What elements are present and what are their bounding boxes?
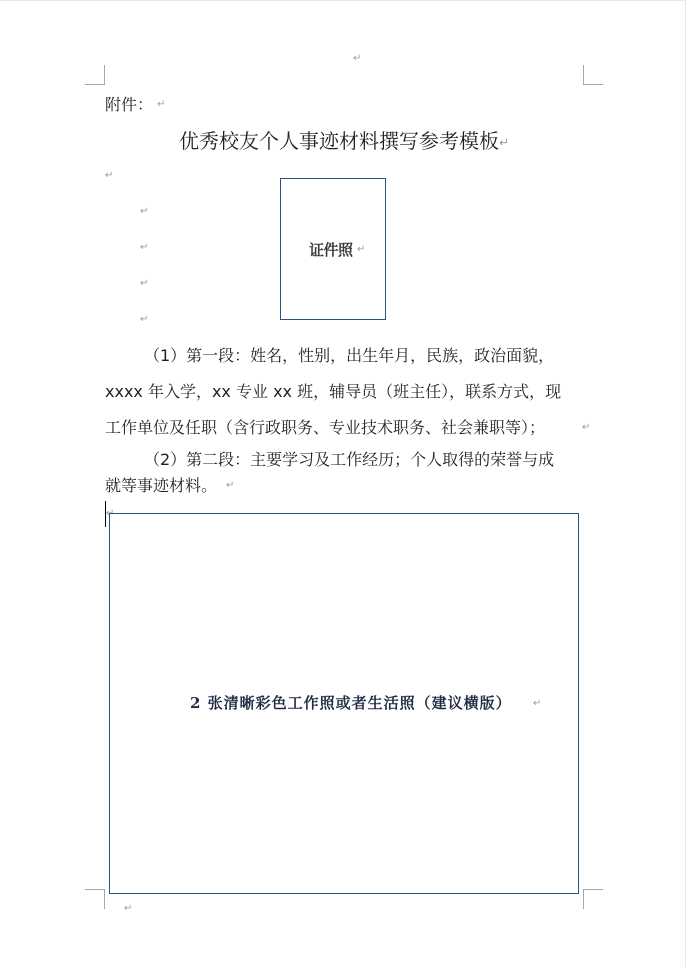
attachment-label[interactable]: 附件： <box>105 95 154 114</box>
header-paragraph-mark: ↵ <box>353 53 362 64</box>
paragraph-mark: ↵ <box>582 422 591 433</box>
paragraph-mark: ↵ <box>157 99 166 110</box>
empty-paragraph-mark: ↵ <box>140 314 149 325</box>
footer-paragraph-mark: ↵ <box>124 903 133 914</box>
paragraph1-line3[interactable]: 工作单位及任职（含行政职务、专业技术职务、社会兼职等）； <box>105 418 546 437</box>
paragraph-mark: ↵ <box>226 480 235 491</box>
paragraph-mark: ↵ <box>533 698 542 709</box>
empty-paragraph-mark: ↵ <box>105 170 114 181</box>
paragraph2-line2[interactable]: 就等事迹材料。 <box>105 476 218 495</box>
paragraph-mark: ↵ <box>106 508 115 519</box>
empty-paragraph-mark: ↵ <box>140 206 149 217</box>
id-photo-label: 证件照 <box>309 241 353 259</box>
paragraph-mark: ↵ <box>498 135 510 150</box>
crop-mark-top-left <box>85 65 105 85</box>
paragraph1-line1[interactable]: （1）第一段：姓名，性别，出生年月，民族，政治面貌， <box>144 346 555 365</box>
crop-mark-bottom-left <box>85 889 105 909</box>
document-title-text: 优秀校友个人事迹材料撰写参考模板 <box>178 129 499 153</box>
empty-paragraph-mark: ↵ <box>140 242 149 253</box>
crop-mark-top-right <box>583 65 603 85</box>
paragraph2-line1[interactable]: （2）第二段：主要学习及工作经历；个人取得的荣誉与成 <box>144 450 555 469</box>
crop-mark-bottom-right <box>583 889 603 909</box>
empty-paragraph-mark: ↵ <box>140 278 149 289</box>
life-photo-label: 2 张清晰彩色工作照或者生活照（建议横版） <box>190 694 512 712</box>
paragraph1-line2[interactable]: xxxx 年入学，xx 专业 xx 班，辅导员（班主任），联系方式，现 <box>105 382 562 401</box>
paragraph-mark: ↵ <box>357 244 366 255</box>
document-title[interactable] <box>104 129 584 153</box>
